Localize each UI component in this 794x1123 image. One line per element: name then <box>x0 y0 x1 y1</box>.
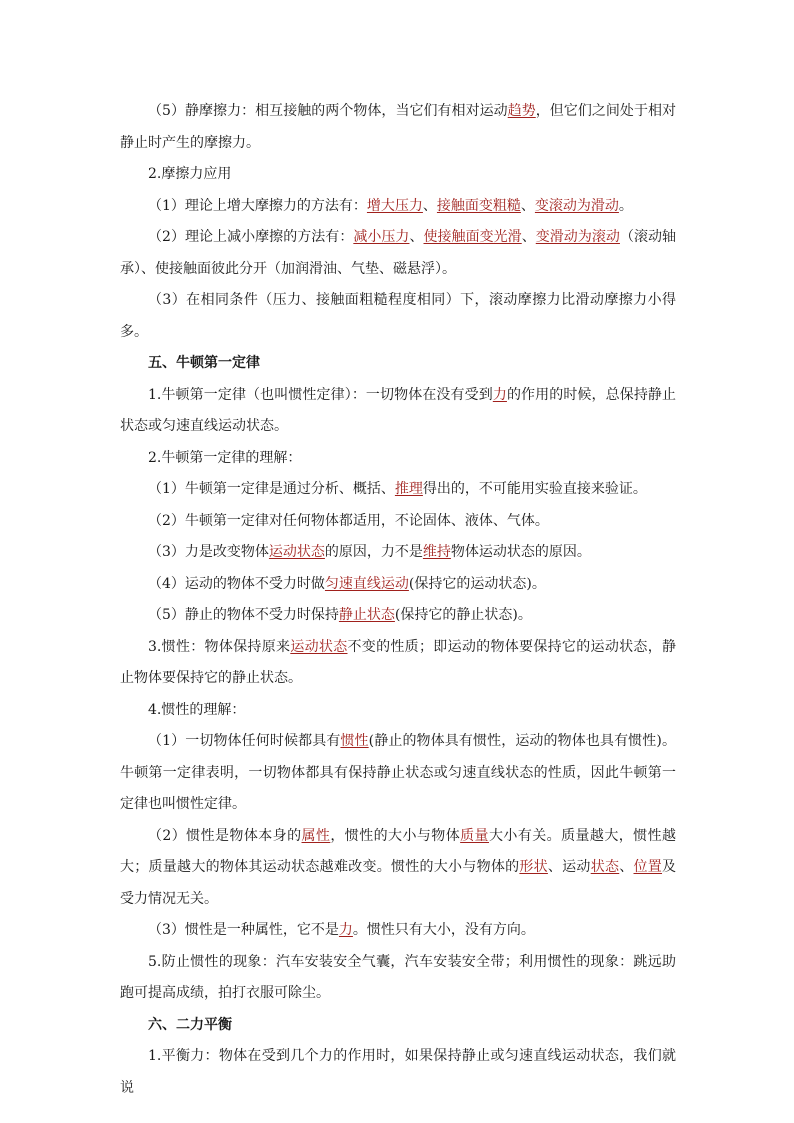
paragraph-balanced-force: 1.平衡力：物体在受到几个力的作用时，如果保持静止或匀速直线运动状态，我们就说 <box>120 1048 676 1096</box>
paragraph-increase-friction: （1）理论上增大摩擦力的方法有：增大压力、接触面变粗糙、变滚动为滑动。 <box>148 197 633 214</box>
keyword-sliding-to-rolling: 变滑动为滚动 <box>535 229 620 245</box>
keyword-shape: 形状 <box>519 859 548 875</box>
paragraph-inertia-always: （1）一切物体任何时候都具有惯性(静止的物体具有惯性，运动的物体也具有惯性)。牛顿第一定律表明，一切物体都具有保持静止状态或匀速直线状态的性质，因此牛顿第一定律也叫惯性定律。 <box>120 733 676 812</box>
keyword-position: 位置 <box>633 859 663 875</box>
paragraph-static-object: （5）静止的物体不受力时保持静止状态(保持它的静止状态)。 <box>148 607 532 623</box>
keyword-reduce-pressure: 减小压力 <box>353 229 410 245</box>
keyword-force: 力 <box>492 386 507 403</box>
paragraph-inertia-not-force: （3）惯性是一种属性，它不是力。惯性只有大小，没有方向。 <box>148 922 535 938</box>
keyword-reasoning: 推理 <box>394 481 423 497</box>
paragraph-force-changes-motion: （3）力是改变物体运动状态的原因，力不是维持物体运动状态的原因。 <box>148 544 591 560</box>
paragraph-newton-reasoning: （1）牛顿第一定律是通过分析、概括、推理得出的，不可能用实验直接来验证。 <box>148 481 647 497</box>
keyword-inertia: 惯性 <box>340 733 369 749</box>
section-heading-newton-first-law: 五、牛顿第一定律 <box>148 355 260 371</box>
paragraph-newton-law-definition: 1.牛顿第一定律（也叫惯性定律）：一切物体在没有受到力的作用的时候，总保持静止状态或匀速直线运动状态。 <box>120 386 677 434</box>
keyword-static-state: 静止状态 <box>338 607 395 623</box>
keyword-force-2: 力 <box>338 922 353 938</box>
keyword-uniform-linear-motion: 匀速直线运动 <box>324 575 409 592</box>
keyword-trend: 趋势 <box>507 103 536 119</box>
keyword-increase-pressure: 增大压力 <box>366 197 423 214</box>
keyword-rougher-surface: 接触面变粗糙 <box>436 197 521 214</box>
document-page <box>120 96 676 1104</box>
keyword-state: 状态 <box>590 859 620 875</box>
paragraph-reduce-friction: （2）理论上减小摩擦的方法有：减小压力、使接触面变光滑、变滑动为滚动（滚动轴承）、使接触面彼此分开（加润滑油、气垫、磁悬浮）。 <box>120 229 677 277</box>
paragraph-friction-application: 2.摩擦力应用 <box>148 166 232 182</box>
paragraph-static-friction: （5）静摩擦力：相互接触的两个物体，当它们有相对运动趋势，但它们之间处于相对静止时产生的摩擦力。 <box>120 103 677 151</box>
keyword-motion-state-2: 运动状态 <box>290 638 348 655</box>
paragraph-inertia-property: （2）惯性是物体本身的属性，惯性的大小与物体质量大小有关。质量越大，惯性越大；质量越大的物体其运动状态越难改变。惯性的大小与物体的形状、运动状态、位置及受力情况无关。 <box>120 827 677 907</box>
paragraph-rolling-friction: （3）在相同条件（压力、接触面粗糙程度相同）下，滚动摩擦力比滑动摩擦力小得多。 <box>120 292 676 340</box>
section-heading-two-force-balance: 六、二力平衡 <box>148 1016 232 1033</box>
paragraph-moving-object: （4）运动的物体不受力时做匀速直线运动(保持它的运动状态)。 <box>148 575 546 592</box>
paragraph-inertia-examples: 5.防止惯性的现象：汽车安装安全气囊，汽车安装安全带；利用惯性的现象：跳远助跑可提高成绩，拍打衣服可除尘。 <box>120 953 676 1001</box>
keyword-motion-state: 运动状态 <box>268 544 325 560</box>
keyword-maintain: 维持 <box>422 544 451 560</box>
paragraph-inertia-understanding: 4.惯性的理解： <box>148 701 246 718</box>
paragraph-newton-law-understanding: 2.牛顿第一定律的理解： <box>148 449 302 466</box>
paragraph-inertia-definition: 3.惯性：物体保持原来运动状态不变的性质；即运动的物体要保持它的运动状态，静止物体要保持它的静止状态。 <box>120 638 677 686</box>
paragraph-newton-applies: （2）牛顿第一定律对任何物体都适用，不论固体、液体、气体。 <box>148 512 549 529</box>
keyword-smoother-surface: 使接触面变光滑 <box>423 229 522 245</box>
keyword-property: 属性 <box>301 827 331 844</box>
keyword-rolling-to-sliding: 变滚动为滑动 <box>534 197 619 214</box>
keyword-mass: 质量 <box>460 827 489 844</box>
